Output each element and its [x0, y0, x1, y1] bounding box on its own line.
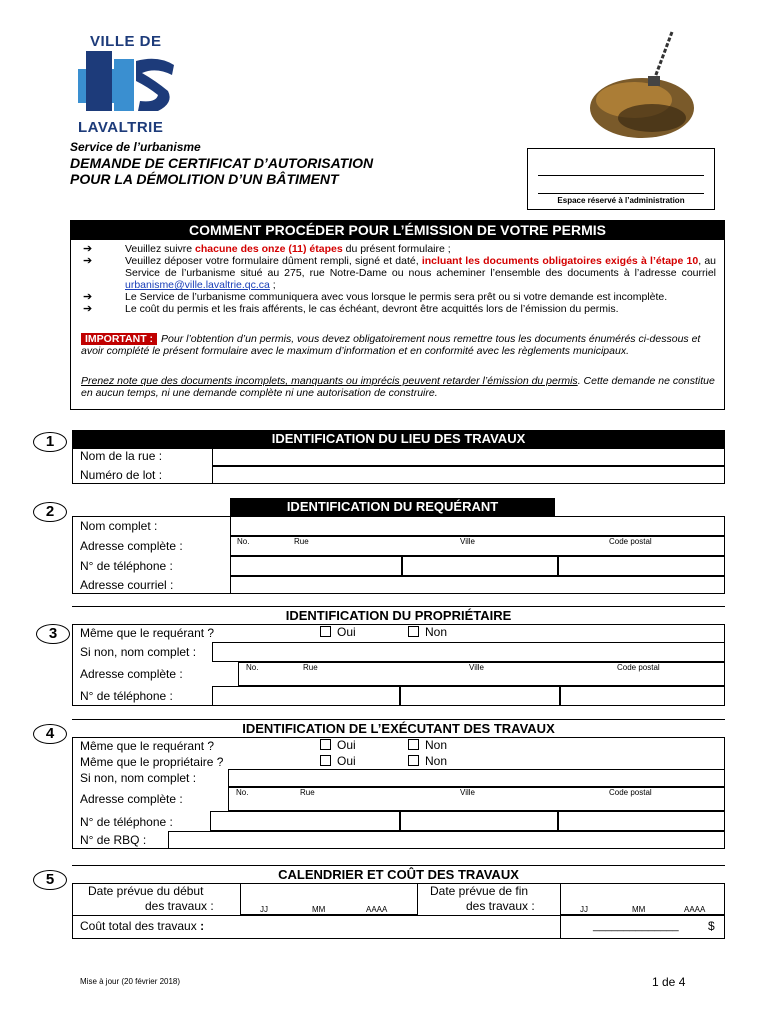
date-day: JJ	[260, 905, 268, 914]
list-item	[83, 243, 716, 255]
option-label: Non	[425, 754, 448, 768]
cost-colon: :	[200, 919, 205, 933]
checkbox[interactable]	[408, 755, 419, 766]
form-title	[70, 155, 490, 187]
section-title: IDENTIFICATION DE L’EXÉCUTANT DES TRAVAUX	[72, 719, 725, 737]
owner-phone-input[interactable]	[212, 686, 400, 706]
address-street: Rue	[300, 788, 315, 797]
instructions-title: COMMENT PROCÉDER POUR L’ÉMISSION DE VOTRE PERMIS	[71, 221, 724, 240]
rbq-label: N° de RBQ :	[80, 833, 147, 847]
date-day: JJ	[580, 905, 588, 914]
list-item	[83, 291, 716, 303]
email-input[interactable]	[230, 576, 725, 594]
admin-line	[538, 175, 704, 176]
checkbox[interactable]	[320, 626, 331, 637]
owner-phone-input-2[interactable]	[400, 686, 560, 706]
list-item	[83, 255, 716, 291]
contractor-name-input[interactable]	[228, 769, 725, 787]
owner-name-input[interactable]	[212, 642, 725, 662]
update-date: Mise à jour (20 février 2018)	[80, 977, 181, 986]
date-month: MM	[632, 905, 646, 914]
arrow-icon: ➔	[83, 255, 93, 267]
form-title-line2: POUR LA DÉMOLITION D’UN BÂTIMENT	[70, 171, 339, 187]
address-city: Ville	[460, 537, 475, 546]
emphasis: incluant les documents obligatoires exigés à l’étape 10	[421, 255, 699, 267]
page-number: 1 de 4	[652, 975, 686, 989]
currency-symbol: $	[708, 919, 715, 933]
checkbox[interactable]	[408, 739, 419, 750]
section-title: IDENTIFICATION DU LIEU DES TRAVAUX	[72, 430, 725, 448]
same-as-applicant-label: Même que le requérant ?	[80, 626, 215, 640]
section-title: IDENTIFICATION DU PROPRIÉTAIRE	[72, 606, 725, 624]
text: , au Service de l’urbanisme situé au 275, rue Notre-Dame ou nous acheminer l’ensemble des documents à l’adresse courriel	[125, 255, 716, 279]
start-date-label-2: des travaux :	[145, 899, 214, 913]
important-label: IMPORTANT :	[81, 333, 157, 345]
cost-blank: ______________	[593, 920, 679, 932]
checkbox[interactable]	[320, 755, 331, 766]
end-date-label-2: des travaux :	[466, 899, 535, 913]
fullname-label: Nom complet :	[80, 519, 158, 533]
cost-label	[80, 918, 204, 934]
same-yes-option[interactable]	[320, 625, 356, 639]
address-no: No.	[236, 788, 249, 797]
form-title-line1: DEMANDE DE CERTIFICAT D’AUTORISATION	[70, 155, 374, 171]
phone-label: N° de téléphone :	[80, 559, 173, 573]
address-postal: Code postal	[609, 537, 652, 546]
admin-label: Espace réservé à l’administration	[557, 196, 685, 205]
phone-input[interactable]	[230, 556, 402, 576]
start-date-label-1: Date prévue du début	[88, 884, 204, 898]
section-number: 5	[33, 870, 67, 890]
date-month: MM	[312, 905, 326, 914]
same-req-no-option[interactable]	[408, 738, 447, 752]
email-link[interactable]: urbanisme@ville.lavaltrie.qc.ca	[125, 279, 270, 291]
section-number: 1	[33, 432, 67, 452]
same-no-option[interactable]	[408, 625, 447, 639]
same-owner-no-option[interactable]	[408, 754, 447, 768]
ifnot-label: Si non, nom complet :	[80, 645, 197, 659]
phone-input-3[interactable]	[558, 556, 725, 576]
ifnot-label: Si non, nom complet :	[80, 771, 197, 785]
option-label: Oui	[337, 625, 356, 639]
section-title: CALENDRIER ET COÛT DES TRAVAUX	[72, 865, 725, 883]
text: Le Service de l’urbanisme communiquera avec vous lorsque le permis sera prêt ou si votre demande est incomplète.	[125, 291, 668, 303]
logo-shape-icon	[78, 51, 178, 119]
text: Veuillez suivre	[125, 243, 196, 255]
email-label: Adresse courriel :	[80, 578, 174, 592]
address-no: No.	[237, 537, 250, 546]
street-input[interactable]	[212, 448, 725, 466]
service-name: Service de l’urbanisme	[70, 140, 201, 154]
text: Veuillez déposer votre formulaire dûment rempli, signé et daté,	[125, 255, 422, 267]
street-label: Nom de la rue :	[80, 449, 163, 463]
section-number: 4	[33, 724, 67, 744]
phone-label: N° de téléphone :	[80, 689, 173, 703]
same-as-owner-label: Même que le propriétaire ?	[80, 755, 224, 769]
arrow-icon: ➔	[83, 243, 93, 255]
cost-label-text: Coût total des travaux	[80, 919, 201, 933]
notice	[81, 375, 716, 399]
contractor-phone-input-2[interactable]	[400, 811, 558, 831]
admin-line	[538, 193, 704, 194]
checkbox[interactable]	[408, 626, 419, 637]
logo-text-bottom: LAVALTRIE	[78, 119, 164, 136]
option-label: Oui	[337, 738, 356, 752]
text: ;	[269, 279, 276, 291]
checkbox[interactable]	[320, 739, 331, 750]
contractor-phone-input[interactable]	[210, 811, 400, 831]
date-year: AAAA	[684, 905, 706, 914]
owner-phone-input-3[interactable]	[560, 686, 725, 706]
arrow-icon: ➔	[83, 303, 93, 315]
address-city: Ville	[460, 788, 475, 797]
end-date-label-1: Date prévue de fin	[430, 884, 529, 898]
same-owner-yes-option[interactable]	[320, 754, 356, 768]
phone-label: N° de téléphone :	[80, 815, 173, 829]
address-no: No.	[246, 663, 259, 672]
section-title: IDENTIFICATION DU REQUÉRANT	[230, 498, 555, 516]
rbq-input[interactable]	[168, 831, 725, 849]
contractor-phone-input-3[interactable]	[558, 811, 725, 831]
section-number: 3	[36, 624, 70, 644]
wrecking-ball-icon	[572, 30, 702, 142]
date-year: AAAA	[366, 905, 388, 914]
notice-underlined: Prenez note que des documents incomplets, manquants ou imprécis peuvent retarder l’émission du permis	[81, 375, 578, 387]
lot-label: Numéro de lot :	[80, 468, 163, 482]
fullname-input[interactable]	[230, 516, 725, 536]
text: Le coût du permis et les frais afférents, le cas échéant, devront être acquittés lors de l’émission du permis.	[125, 303, 619, 315]
option-label: Non	[425, 625, 448, 639]
logo-text-top: VILLE DE	[90, 33, 162, 50]
address-postal: Code postal	[609, 788, 652, 797]
instructions-list	[83, 243, 716, 315]
option-label: Non	[425, 738, 448, 752]
phone-input-2[interactable]	[402, 556, 558, 576]
address-label: Adresse complète :	[80, 667, 183, 681]
address-postal: Code postal	[617, 663, 660, 672]
address-label: Adresse complète :	[80, 539, 183, 553]
important-text: Pour l’obtention d’un permis, vous devez obligatoirement nous remettre tous les documents énumérés ci-dessous et avoir complété le présent formulaire avec le maximum d’information et en conformité avec les règlements municipaux.	[81, 333, 701, 357]
city-logo	[78, 33, 178, 138]
section-number: 2	[33, 502, 67, 522]
address-label: Adresse complète :	[80, 792, 183, 806]
address-street: Rue	[303, 663, 318, 672]
list-item	[83, 303, 716, 315]
address-city: Ville	[469, 663, 484, 672]
arrow-icon: ➔	[83, 291, 93, 303]
important-note	[81, 333, 716, 357]
admin-box	[527, 148, 715, 210]
same-req-yes-option[interactable]	[320, 738, 356, 752]
same-as-applicant-label: Même que le requérant ?	[80, 739, 215, 753]
text: du présent formulaire ;	[342, 243, 451, 255]
option-label: Oui	[337, 754, 356, 768]
lot-input[interactable]	[212, 466, 725, 484]
address-street: Rue	[294, 537, 309, 546]
instructions-box	[70, 220, 725, 410]
emphasis: chacune des onze (11) étapes	[195, 243, 343, 255]
notice-text: . Cette demande ne constitue en aucun temps, ni une demande complète ni une autorisation de construire.	[81, 375, 715, 399]
